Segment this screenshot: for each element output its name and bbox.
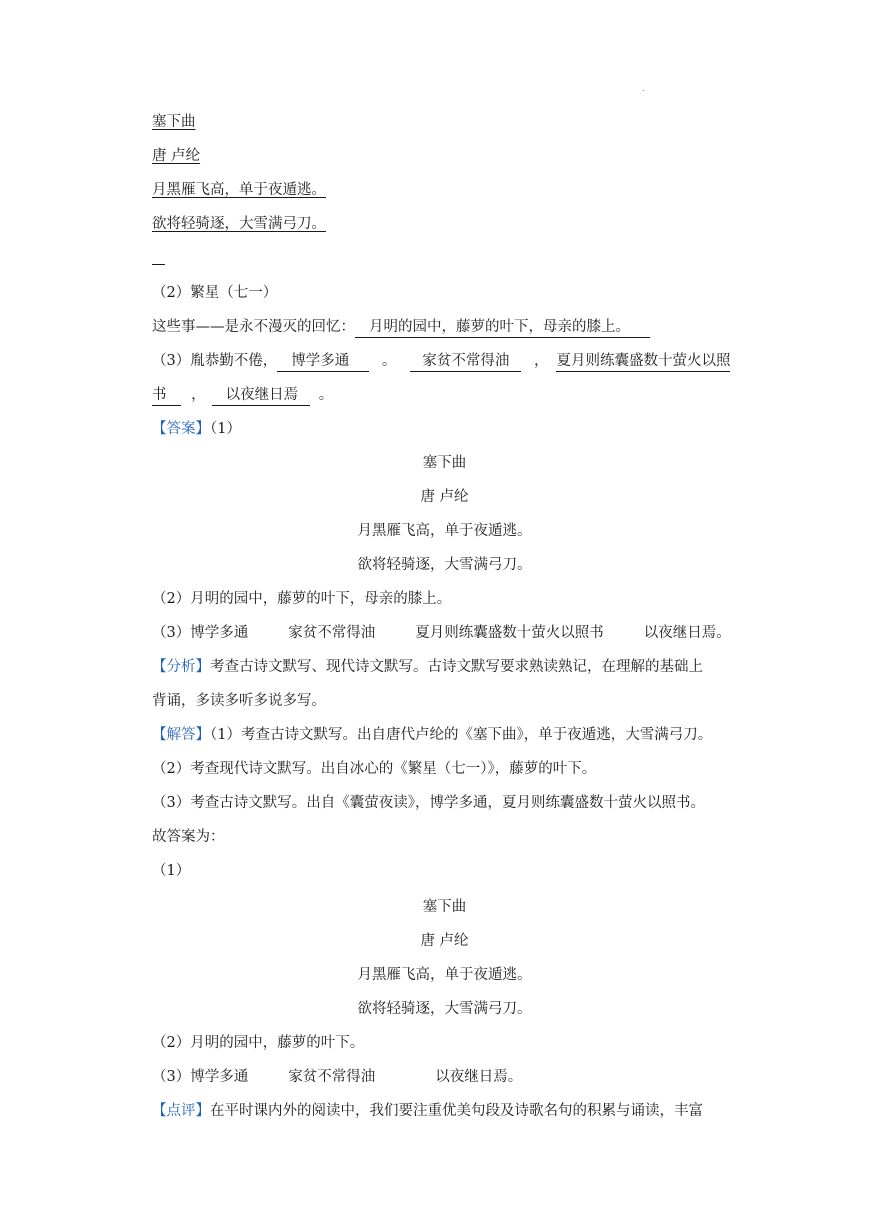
- analysis-line-1: [152, 657, 703, 677]
- answer-poem-line-1: 月黑雁飞高，单于夜遁逃。: [357, 523, 532, 539]
- question-3-blank-2: 家贫不常得油: [410, 352, 521, 372]
- solution-line-2: （2）考查现代诗文默写。出自冰心的《繁星（七一）》，藤萝的叶下。: [152, 761, 597, 777]
- solution-poem-title: 塞下曲: [422, 899, 467, 915]
- solution-part-3-d: 以夜继日焉。: [435, 1069, 523, 1085]
- solution-line-3: （3）考查古诗文默写。出自《囊萤夜读》，博学多通，夏月则练囊盛数十萤火以照书。: [152, 795, 705, 811]
- question-2-line: [152, 317, 650, 338]
- question-2-label: （2）繁星（七一）: [152, 285, 278, 301]
- comment-text-1: 在平时课内外的阅读中，我们要注重优美句段及诗歌名句的积累与诵读，丰富: [210, 1103, 703, 1119]
- answer-poem-author: 唐 卢纶: [420, 489, 469, 505]
- answer-poem-title: 塞下曲: [422, 455, 467, 471]
- solution-part-3: [152, 1067, 522, 1087]
- question-3-blank-1: 博学多通: [277, 352, 369, 372]
- answer-poem-line-2: 欲将轻骑逐，大雪满弓刀。: [357, 557, 532, 573]
- solution-part-3-a: （3）博学多通: [152, 1069, 249, 1085]
- answer-part-2: （2）月明的园中，藤萝的叶下，母亲的膝上。: [152, 591, 452, 607]
- solution-line-1: [152, 725, 712, 745]
- question-poem-author: 唐 卢纶: [152, 148, 201, 164]
- divider-short-line: [152, 264, 165, 265]
- comment-line-1: [152, 1101, 703, 1121]
- analysis-text-1: 考查古诗文默写、现代诗文默写。古诗文默写要求熟读熟记，在理解的基础上: [210, 659, 703, 675]
- question-poem-line-2: 欲将轻骑逐，大雪满弓刀。: [152, 216, 326, 232]
- answer-tag: 【答案】: [152, 421, 210, 437]
- question-2-prefix: 这些事——是永不漫灭的回忆：: [152, 319, 355, 335]
- question-3-line-cont: [152, 385, 333, 406]
- header-dot: .: [642, 84, 645, 93]
- answer-part-3-d: 以夜继日焉。: [643, 625, 731, 641]
- question-poem-title: 塞下曲: [152, 114, 196, 130]
- answer-part-1: （1）: [210, 421, 241, 437]
- question-3-prefix: （3）胤恭勤不倦，: [152, 353, 278, 369]
- solution-line-4: 故答案为：: [152, 829, 225, 845]
- analysis-line-2: 背诵，多读多听多说多写。: [152, 693, 326, 709]
- question-3-line: [152, 351, 730, 372]
- question-3-sep-1: 。: [381, 353, 397, 369]
- answer-part-3-b: 家贫不常得油: [288, 625, 376, 641]
- question-3-end: 。: [318, 387, 334, 403]
- answer-part-3: [152, 623, 731, 643]
- answer-part-3-a: （3）博学多通: [152, 625, 249, 641]
- question-poem-line-1: 月黑雁飞高，单于夜遁逃。: [152, 182, 326, 198]
- question-2-blank: 月明的园中，藤萝的叶下，母亲的膝上。: [355, 318, 650, 338]
- solution-part-1: （1）: [152, 863, 191, 879]
- question-3-sep-3: ，: [191, 387, 206, 403]
- question-3-blank-3b: 书: [152, 386, 181, 406]
- solution-poem-author: 唐 卢纶: [420, 933, 469, 949]
- answer-heading: [152, 419, 241, 439]
- solution-tag: 【解答】: [152, 727, 210, 743]
- solution-text-1: （1）考查古诗文默写。出自唐代卢纶的《塞下曲》，单于夜遁逃，大雪满弓刀。: [210, 727, 713, 743]
- solution-poem-line-1: 月黑雁飞高，单于夜遁逃。: [357, 967, 532, 983]
- comment-tag: 【点评】: [152, 1103, 210, 1119]
- question-3-sep-2: ，: [533, 353, 549, 369]
- question-3-blank-3a: 夏月则练囊盛数十萤火以照: [556, 352, 730, 372]
- answer-part-3-c: 夏月则练囊盛数十萤火以照书: [415, 625, 604, 641]
- analysis-tag: 【分析】: [152, 659, 210, 675]
- solution-part-3-b: 家贫不常得油: [288, 1069, 376, 1085]
- solution-poem-line-2: 欲将轻骑逐，大雪满弓刀。: [357, 1001, 532, 1017]
- question-3-blank-4: 以夜继日焉: [212, 386, 311, 406]
- solution-part-2: （2）月明的园中，藤萝的叶下。: [152, 1035, 365, 1051]
